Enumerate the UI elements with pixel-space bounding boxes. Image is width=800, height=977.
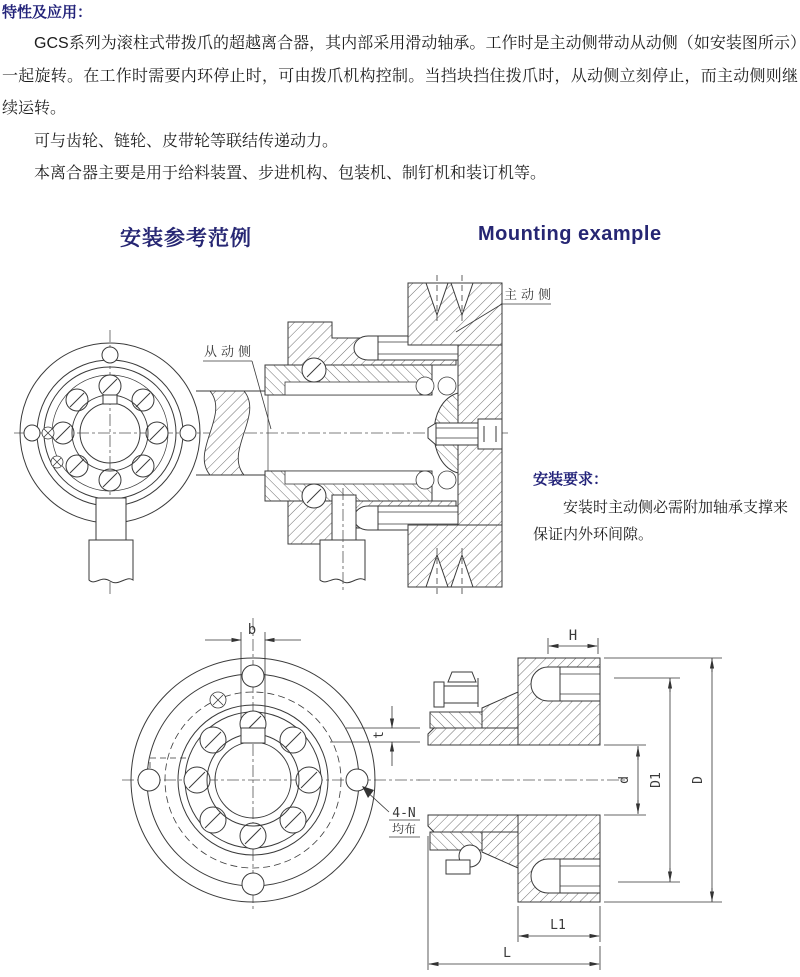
section-title-en: Mounting example xyxy=(478,223,662,245)
dimension-front-view xyxy=(122,618,420,912)
dim-H-label: H xyxy=(568,628,578,644)
v-belt-pulley xyxy=(408,275,502,595)
driven-side-label: 从动侧 xyxy=(204,344,256,359)
intro-title: 特性及应用： xyxy=(2,4,93,21)
mounting-note-body: 安装时主动侧必需附加轴承支撑来保证内外环间隙。 xyxy=(533,499,789,543)
dim-L1 xyxy=(518,906,600,942)
dim-L1-label: L1 xyxy=(550,918,566,933)
intro-section xyxy=(2,2,798,191)
pawl-lever xyxy=(89,498,133,583)
dim-b-label: b xyxy=(247,622,257,638)
clutch-front-view xyxy=(20,330,200,595)
dim-t xyxy=(330,706,420,766)
figure-dimensions xyxy=(0,610,800,977)
keyway xyxy=(103,395,117,404)
dim-d-label: d xyxy=(617,776,632,784)
holes-count-label: 4-N xyxy=(392,806,416,821)
clutch-cross-section xyxy=(196,275,502,595)
intro-paragraph-2: 可与齿轮、链轮、皮带轮等联结传递动力。 xyxy=(34,132,339,150)
intro-paragraph-1: GCS系列为滚柱式带拨爪的超越离合器，其内部采用滑动轴承。工作时是主动侧带动从动侧（如安装图所示）一起旋转。在工作时需要内环停止时，可由拨爪机构控制。当挡块挡住拨爪时，从动侧立刻停止，而主动侧则继续运转。 xyxy=(2,35,798,118)
section-title-zh: 安装参考范例 xyxy=(120,227,252,250)
driving-side-label: 主动侧 xyxy=(504,287,556,302)
dim-H xyxy=(548,628,598,654)
dimension-section-view xyxy=(418,658,628,902)
dim-t-label: t xyxy=(372,731,387,739)
set-screw xyxy=(210,692,226,708)
figure-mounting-example xyxy=(0,270,800,612)
keyway xyxy=(241,728,265,743)
mounting-note-title: 安装要求： xyxy=(533,471,609,488)
dim-L-label: L xyxy=(503,946,511,961)
intro-paragraph-3: 本离合器主要是用于给料装置、步进机构、包装机、制钉机和装订机等。 xyxy=(34,165,547,183)
dim-D1-label: D1 xyxy=(649,772,664,788)
dim-D-label: D xyxy=(691,776,706,784)
holes-dist-label: 均布 xyxy=(391,822,417,836)
